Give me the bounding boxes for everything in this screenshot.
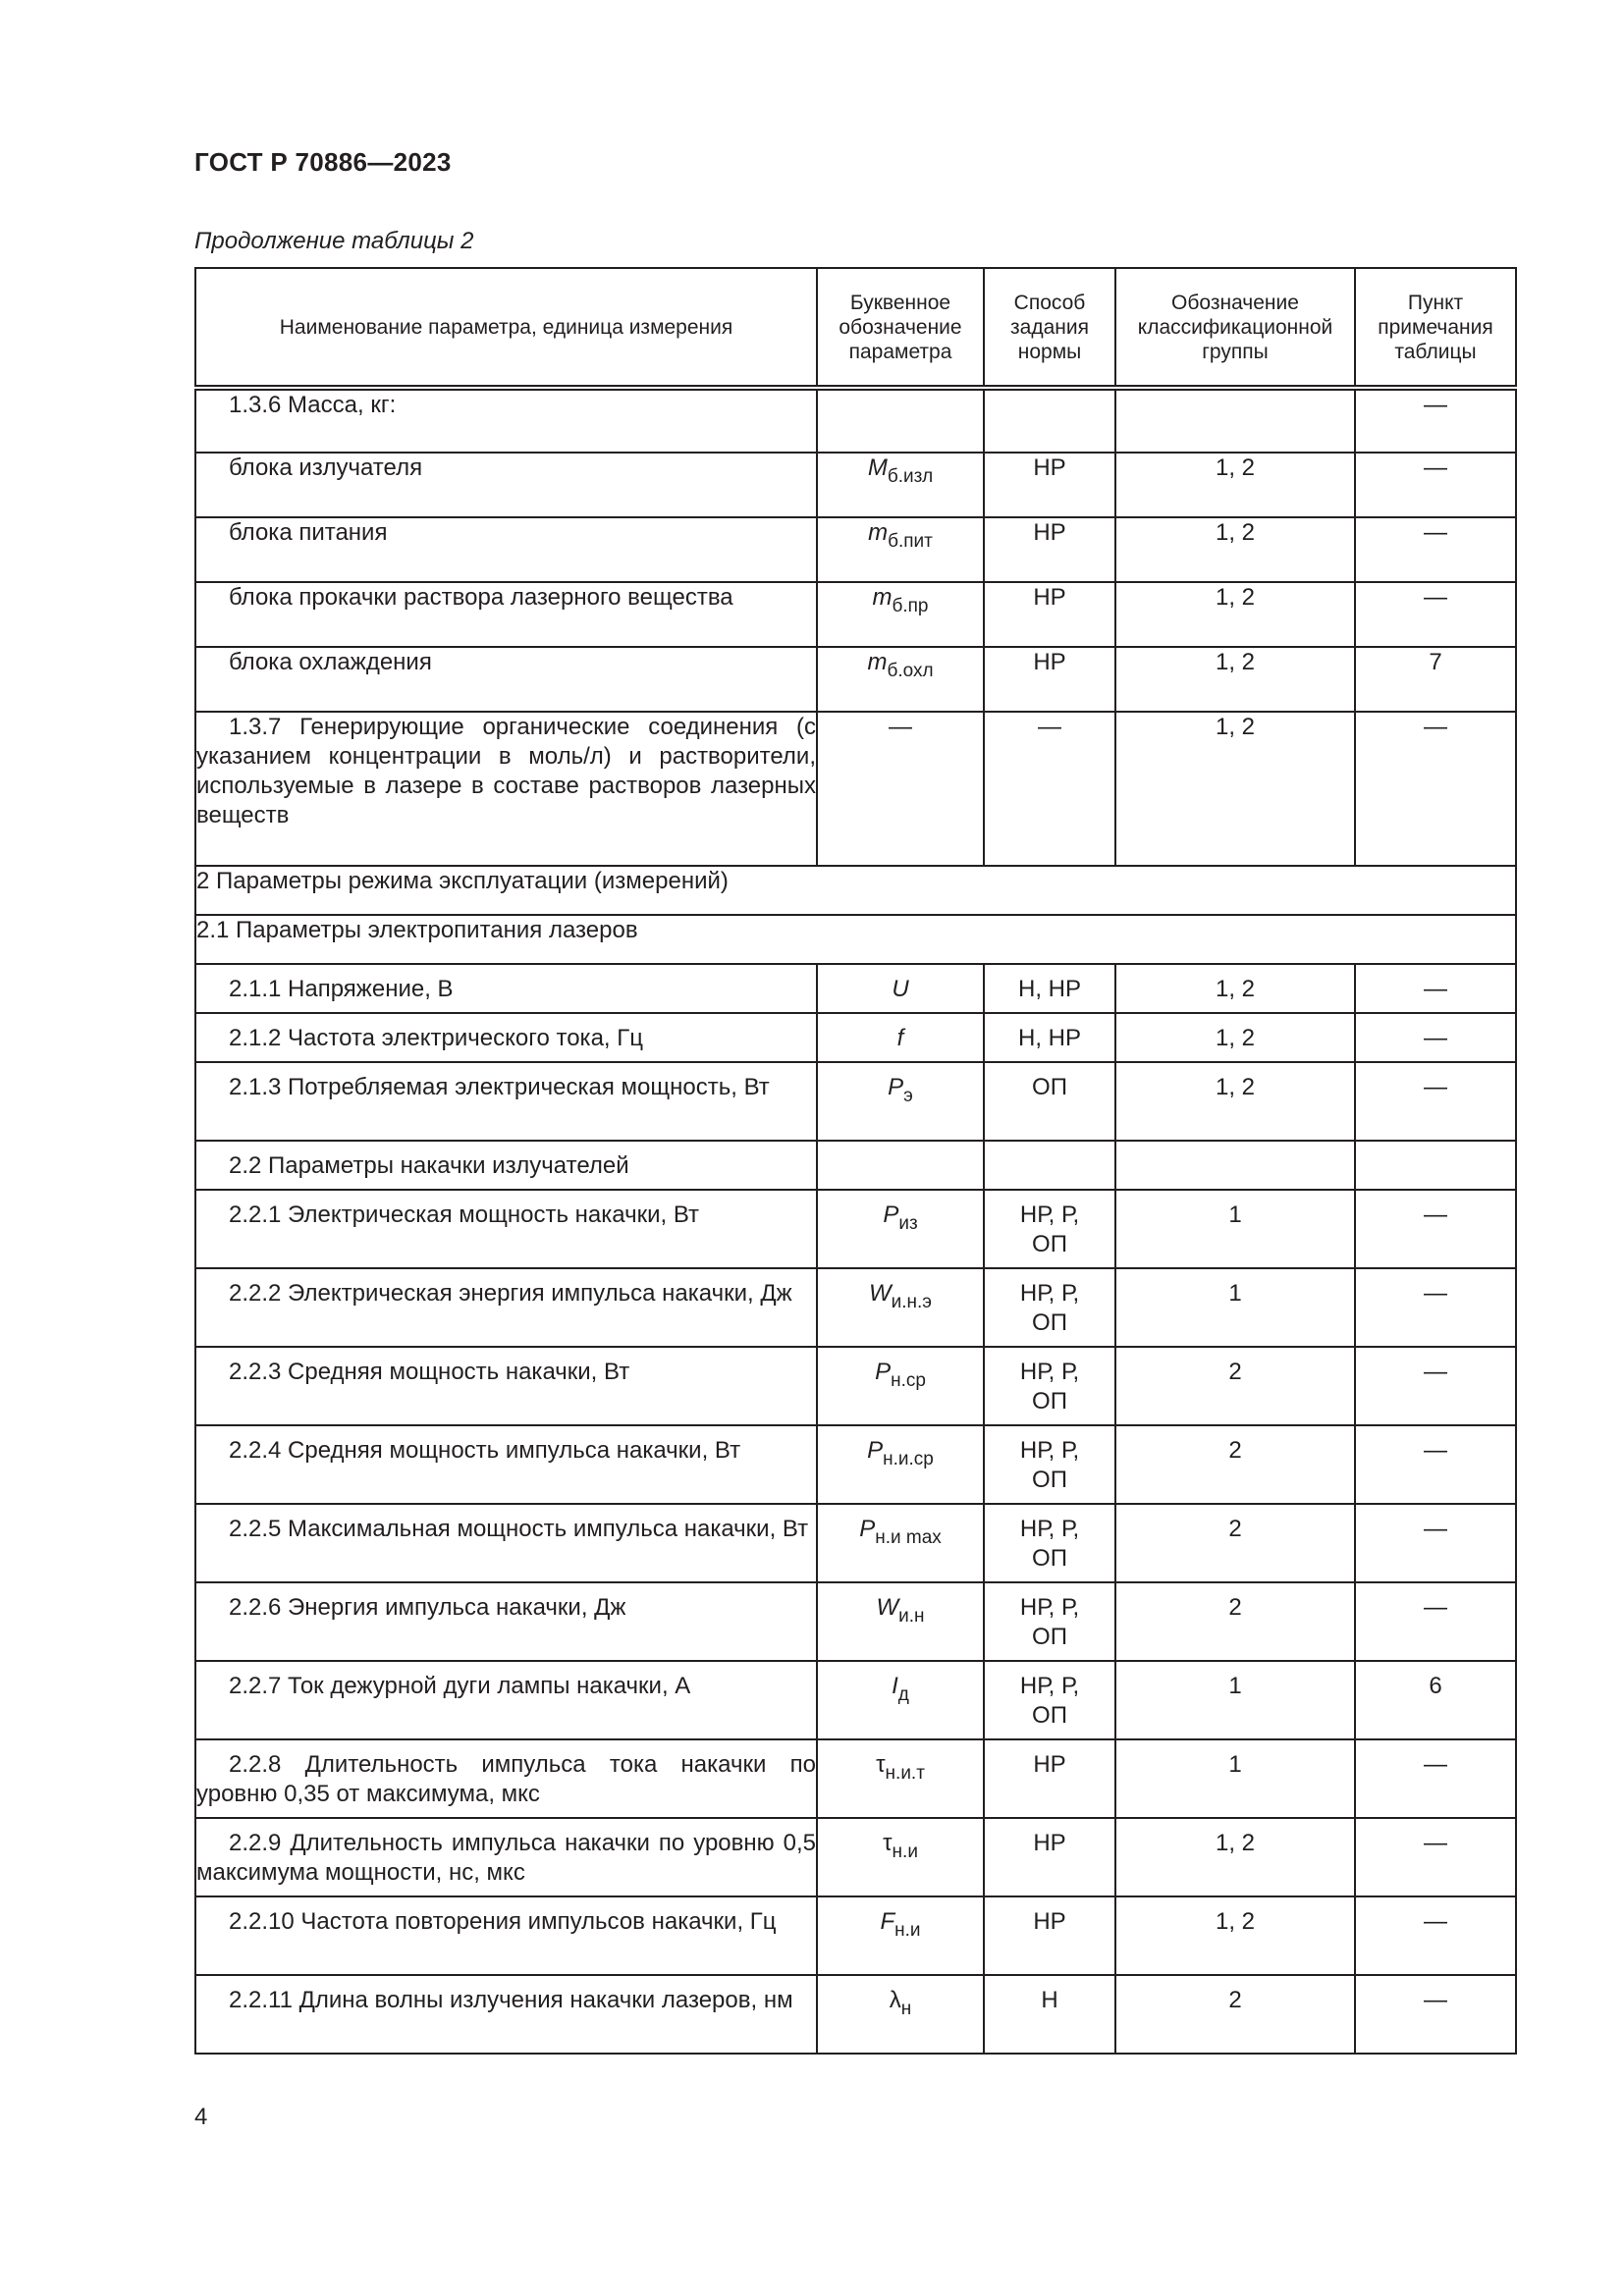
param-group: 1: [1115, 1190, 1355, 1268]
param-group: 1, 2: [1115, 712, 1355, 866]
table-row: [195, 517, 1516, 582]
param-group: 1, 2: [1115, 453, 1355, 517]
param-group: 1, 2: [1115, 582, 1355, 647]
param-symbol: $m_{б.охл}$: [817, 647, 984, 712]
param-method: НР, Р, ОП: [984, 1661, 1115, 1739]
param-symbol: $m_{б.пр}$: [817, 582, 984, 647]
table-row: [195, 1062, 1516, 1141]
param-note: —: [1355, 517, 1516, 582]
param-note: —: [1355, 1190, 1516, 1268]
table-row: [195, 712, 1516, 866]
param-symbol: f: [817, 1013, 984, 1062]
param-group: 2: [1115, 1504, 1355, 1582]
param-method: НР, Р, ОП: [984, 1582, 1115, 1661]
param-note: —: [1355, 1013, 1516, 1062]
column-header-symbol: Буквенное обозначение параметра: [817, 268, 984, 388]
param-name: 2.2.9 Длительность импульса накачки по уровню 0,5 максимума мощности, нс, мкс: [195, 1818, 817, 1896]
table-row: [195, 1268, 1516, 1347]
param-symbol: $\tau_{н.и}$: [817, 1818, 984, 1896]
param-group: 1, 2: [1115, 1062, 1355, 1141]
param-group: 1, 2: [1115, 1818, 1355, 1896]
param-group: 1: [1115, 1268, 1355, 1347]
param-symbol: [817, 1141, 984, 1190]
param-method: НР: [984, 1739, 1115, 1818]
param-symbol: $m_{б.пит}$: [817, 517, 984, 582]
param-method: НР, Р, ОП: [984, 1347, 1115, 1425]
param-group: 1, 2: [1115, 517, 1355, 582]
param-name: 2.2.1 Электрическая мощность накачки, Вт: [195, 1190, 817, 1268]
table-row: [195, 964, 1516, 1013]
param-symbol: $F_{н.и}$: [817, 1896, 984, 1975]
param-note: —: [1355, 1739, 1516, 1818]
param-name: 2.2.11 Длина волны излучения накачки лазеров, нм: [195, 1975, 817, 2054]
param-name: 2.2.2 Электрическая энергия импульса накачки, Дж: [195, 1268, 817, 1347]
param-symbol: $\tau_{н.и.т}$: [817, 1739, 984, 1818]
param-note: —: [1355, 453, 1516, 517]
param-method: НР: [984, 1818, 1115, 1896]
table-row: [195, 1013, 1516, 1062]
param-name: 2.2 Параметры накачки излучателей: [195, 1141, 817, 1190]
param-group: 1: [1115, 1739, 1355, 1818]
table-row: [195, 1425, 1516, 1504]
param-note: —: [1355, 712, 1516, 866]
param-method: НР, Р, ОП: [984, 1425, 1115, 1504]
param-note: [1355, 1141, 1516, 1190]
table-row: [195, 1661, 1516, 1739]
document-header: ГОСТ Р 70886—2023: [194, 147, 452, 177]
param-note: —: [1355, 1347, 1516, 1425]
param-symbol: $W_{и.н.э}$: [817, 1268, 984, 1347]
param-note: —: [1355, 582, 1516, 647]
param-name: 2.2.8 Длительность импульса тока накачки по уровню 0,35 от максимума, мкс: [195, 1739, 817, 1818]
param-note: —: [1355, 1896, 1516, 1975]
param-name: 2.2.3 Средняя мощность накачки, Вт: [195, 1347, 817, 1425]
param-name: блока прокачки раствора лазерного вещества: [195, 582, 817, 647]
table-row: [195, 1896, 1516, 1975]
param-note: —: [1355, 1425, 1516, 1504]
param-name: 2.2.7 Ток дежурной дуги лампы накачки, А: [195, 1661, 817, 1739]
param-note: 7: [1355, 647, 1516, 712]
param-method: НР, Р, ОП: [984, 1268, 1115, 1347]
param-symbol: $P_{н.и.ср}$: [817, 1425, 984, 1504]
param-method: —: [984, 712, 1115, 866]
param-group: 2: [1115, 1347, 1355, 1425]
column-header-method: Способ задания нормы: [984, 268, 1115, 388]
param-method: НР: [984, 647, 1115, 712]
param-symbol: $P_{н.и max}$: [817, 1504, 984, 1582]
param-note: —: [1355, 1818, 1516, 1896]
param-method: Н, НР: [984, 964, 1115, 1013]
param-symbol: —: [817, 712, 984, 866]
table-continuation-label: Продолжение таблицы 2: [194, 228, 474, 254]
param-name: блока охлаждения: [195, 647, 817, 712]
param-note: —: [1355, 964, 1516, 1013]
param-name: 2.1.1 Напряжение, В: [195, 964, 817, 1013]
section-title: 2 Параметры режима эксплуатации (измерений): [195, 866, 1516, 915]
column-header-name: Наименование параметра, единица измерения: [195, 268, 817, 388]
param-name: 2.2.10 Частота повторения импульсов накачки, Гц: [195, 1896, 817, 1975]
param-group: 1, 2: [1115, 1896, 1355, 1975]
section-row: [195, 866, 1516, 915]
param-method: НР: [984, 517, 1115, 582]
param-method: НР: [984, 582, 1115, 647]
param-symbol: $M_{б.изл}$: [817, 453, 984, 517]
param-method: НР, Р, ОП: [984, 1190, 1115, 1268]
param-symbol: $P_{из}$: [817, 1190, 984, 1268]
param-group: 1, 2: [1115, 647, 1355, 712]
param-method: [984, 1141, 1115, 1190]
column-header-note: Пункт примечания таблицы: [1355, 268, 1516, 388]
param-name: 1.3.6 Масса, кг:: [195, 388, 817, 453]
parameters-table: [194, 267, 1517, 2055]
table-header-row: [195, 268, 1516, 388]
param-group: 1, 2: [1115, 964, 1355, 1013]
param-note: —: [1355, 1062, 1516, 1141]
param-group: 1: [1115, 1661, 1355, 1739]
param-group: [1115, 1141, 1355, 1190]
param-symbol: U: [817, 964, 984, 1013]
param-name: 2.2.5 Максимальная мощность импульса накачки, Вт: [195, 1504, 817, 1582]
param-symbol: $I_д$: [817, 1661, 984, 1739]
param-note: 6: [1355, 1661, 1516, 1739]
param-name: 2.1.3 Потребляемая электрическая мощность, Вт: [195, 1062, 817, 1141]
param-method: НР: [984, 1896, 1115, 1975]
param-method: НР: [984, 453, 1115, 517]
param-method: Н, НР: [984, 1013, 1115, 1062]
param-symbol: [817, 388, 984, 453]
param-group: 2: [1115, 1975, 1355, 2054]
table-row: [195, 1347, 1516, 1425]
section-row: [195, 915, 1516, 964]
table-row: [195, 1739, 1516, 1818]
param-group: 1, 2: [1115, 1013, 1355, 1062]
param-note: —: [1355, 388, 1516, 453]
param-name: 1.3.7 Генерирующие органические соединения (с указанием концентрации в моль/л) и растворители, используемые в лазере в составе растворов лазерных веществ: [195, 712, 817, 866]
param-method: [984, 388, 1115, 453]
table-row: [195, 388, 1516, 453]
section-title: 2.1 Параметры электропитания лазеров: [195, 915, 1516, 964]
table-row: [195, 1582, 1516, 1661]
param-symbol: $P_{н.ср}$: [817, 1347, 984, 1425]
table-row: [195, 1190, 1516, 1268]
table-row: [195, 647, 1516, 712]
param-symbol: $P_э$: [817, 1062, 984, 1141]
param-group: 2: [1115, 1582, 1355, 1661]
table-row: [195, 453, 1516, 517]
param-name: блока питания: [195, 517, 817, 582]
table-row: [195, 1975, 1516, 2054]
param-name: 2.2.6 Энергия импульса накачки, Дж: [195, 1582, 817, 1661]
param-name: 2.1.2 Частота электрического тока, Гц: [195, 1013, 817, 1062]
table-row: [195, 1504, 1516, 1582]
param-note: —: [1355, 1504, 1516, 1582]
param-method: Н: [984, 1975, 1115, 2054]
page-number: 4: [194, 2104, 208, 2130]
param-method: НР, Р, ОП: [984, 1504, 1115, 1582]
param-note: —: [1355, 1975, 1516, 2054]
param-note: —: [1355, 1582, 1516, 1661]
param-note: —: [1355, 1268, 1516, 1347]
param-method: ОП: [984, 1062, 1115, 1141]
param-symbol: $\lambda_н$: [817, 1975, 984, 2054]
table-row: [195, 1818, 1516, 1896]
param-group: 2: [1115, 1425, 1355, 1504]
table-row: [195, 1141, 1516, 1190]
table-row: [195, 582, 1516, 647]
column-header-group: Обозначение классификационной группы: [1115, 268, 1355, 388]
param-name: 2.2.4 Средняя мощность импульса накачки, Вт: [195, 1425, 817, 1504]
param-group: [1115, 388, 1355, 453]
param-name: блока излучателя: [195, 453, 817, 517]
param-symbol: $W_{и.н}$: [817, 1582, 984, 1661]
